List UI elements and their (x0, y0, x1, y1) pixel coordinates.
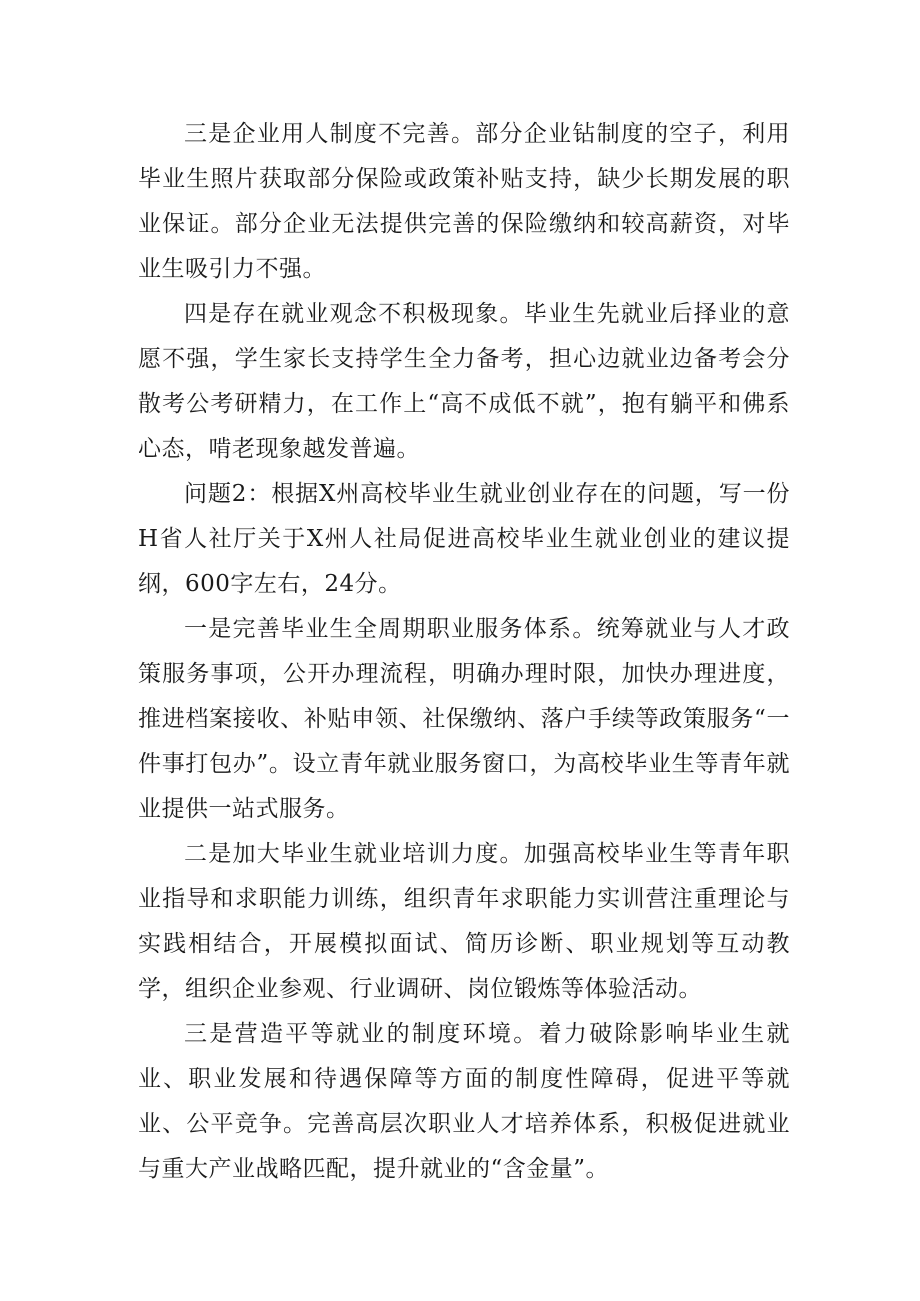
paragraph-career-service: 一是完善毕业生全周期职业服务体系。统筹就业与人才政策服务事项，公开办理流程，明确办理时限，加快办理进度，推进档案接收、补贴申领、社保缴纳、落户手续等政策服务“一件事打包办”。设立青年就业服务窗口，为高校毕业生等青年就业提供一站式服务。 (138, 616, 790, 822)
paragraph-enterprise-system: 三是企业用人制度不完善。部分企业钻制度的空子，利用毕业生照片获取部分保险或政策补贴支持，缺少长期发展的职业保证。部分企业无法提供完善的保险缴纳和较高薪资，对毕业生吸引力不强。 (138, 121, 790, 282)
paragraph-equal-employment: 三是营造平等就业的制度环境。着力破除影响毕业生就业、职业发展和待遇保障等方面的制度性障碍，促进平等就业、公平竞争。完善高层次职业人才培养体系，积极促进就业与重大产业战略匹配，提升就业的“含金量”。 (138, 1021, 790, 1182)
paragraph-employment-attitude: 四是存在就业观念不积极现象。毕业生先就业后择业的意愿不强，学生家长支持学生全力备考，担心边就业边备考会分散考公考研精力，在工作上“高不成低不就”，抱有躺平和佛系心态，啃老现象越发普遍。 (138, 301, 790, 462)
paragraph-training: 二是加大毕业生就业培训力度。加强高校毕业生等青年职业指导和求职能力训练，组织青年求职能力实训营注重理论与实践相结合，开展模拟面试、简历诊断、职业规划等互动教学，组织企业参观、行业调研、岗位锻炼等体验活动。 (138, 841, 790, 1002)
document-body (138, 112, 790, 1192)
paragraph-question-2: 问题2：根据X州高校毕业生就业创业存在的问题，写一份H省人社厅关于X州人社局促进高校毕业生就业创业的建议提纲，600字左右，24分。 (138, 481, 790, 597)
